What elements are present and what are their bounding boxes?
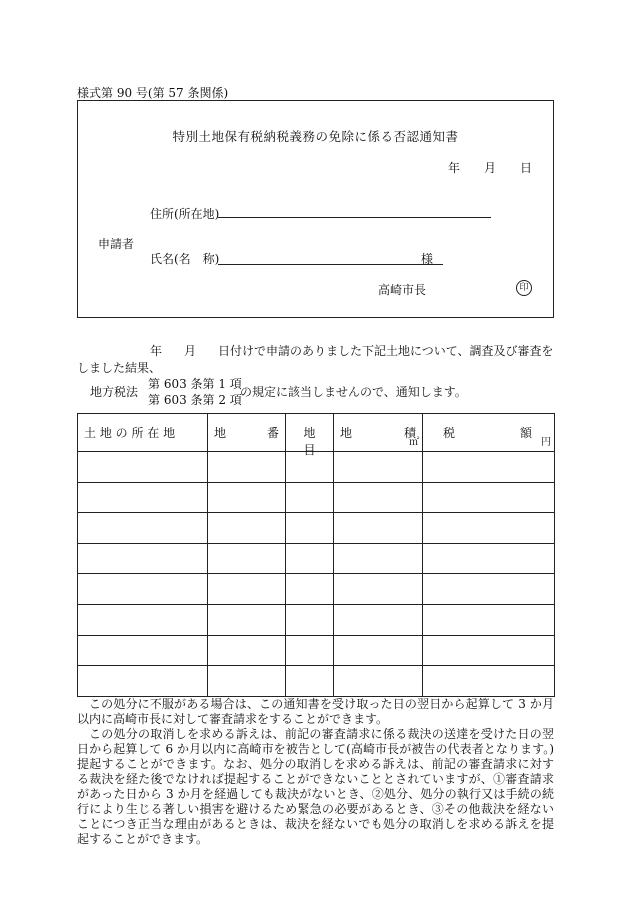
col-location-label: 土 地 の 所 在 地 xyxy=(84,426,176,440)
table-row xyxy=(78,604,555,635)
cell-location[interactable] xyxy=(78,635,208,666)
date-year: 年 xyxy=(448,161,461,175)
law-name: 地方税法 xyxy=(90,385,139,399)
name-label: 氏名(名 称) xyxy=(150,252,220,266)
col-category-label: 地 目 xyxy=(303,426,328,457)
cell-tax[interactable] xyxy=(423,604,555,635)
cell-lot[interactable] xyxy=(208,513,286,544)
col-tax-label-right: 額 xyxy=(519,426,532,440)
applicant-label: 申請者 xyxy=(98,237,135,251)
document-title: 特別土地保有税納税義務の免除に係る否認通知書 xyxy=(172,129,459,144)
cell-area[interactable] xyxy=(334,574,423,605)
col-area-label-left: 地 xyxy=(340,426,353,440)
table-header-row xyxy=(78,414,555,452)
cell-lot[interactable] xyxy=(208,666,286,697)
notice-header-box xyxy=(77,100,554,318)
col-lot-label-left: 地 xyxy=(214,426,227,440)
cell-lot[interactable] xyxy=(208,452,286,483)
cell-lot[interactable] xyxy=(208,543,286,574)
cell-tax[interactable] xyxy=(423,666,555,697)
cell-category[interactable] xyxy=(286,543,334,574)
cell-location[interactable] xyxy=(78,452,208,483)
table-row xyxy=(78,543,555,574)
body-line3: の規定に該当しませんので、通知します。 xyxy=(240,385,467,399)
cell-area[interactable] xyxy=(334,604,423,635)
col-land-category xyxy=(286,414,334,457)
cell-lot[interactable] xyxy=(208,482,286,513)
cell-area[interactable] xyxy=(334,452,423,483)
col-tax-amount xyxy=(423,414,555,452)
body-line1: 日付けで申請のありました下記土地について、調査及び審査を xyxy=(218,344,554,358)
appeal-notice xyxy=(77,697,554,847)
body-month: 月 xyxy=(184,344,197,358)
address-field[interactable] xyxy=(218,204,491,218)
table-row xyxy=(78,666,555,697)
cell-location[interactable] xyxy=(78,543,208,574)
cell-lot[interactable] xyxy=(208,635,286,666)
cell-location[interactable] xyxy=(78,666,208,697)
body-year: 年 xyxy=(150,344,163,358)
land-table xyxy=(77,413,555,697)
table-row xyxy=(78,574,555,605)
cell-location[interactable] xyxy=(78,513,208,544)
col-lot-label-right: 番 xyxy=(266,426,279,440)
address-label: 住所(所在地) xyxy=(150,207,220,221)
issuer-name: 高崎市長 xyxy=(378,283,427,297)
table-row xyxy=(78,635,555,666)
cell-location[interactable] xyxy=(78,574,208,605)
cell-area[interactable] xyxy=(334,513,423,544)
cell-lot[interactable] xyxy=(208,604,286,635)
law-clause-2: 第 603 条第 2 項 xyxy=(148,393,242,407)
cell-category[interactable] xyxy=(286,604,334,635)
col-lot-number xyxy=(208,414,286,452)
col-area xyxy=(334,414,423,452)
name-field[interactable] xyxy=(218,251,443,265)
date-day: 日 xyxy=(520,161,533,175)
cell-lot[interactable] xyxy=(208,574,286,605)
cell-area[interactable] xyxy=(334,482,423,513)
cell-tax[interactable] xyxy=(423,635,555,666)
cell-category[interactable] xyxy=(286,513,334,544)
date-month: 月 xyxy=(484,161,497,175)
cell-tax[interactable] xyxy=(423,452,555,483)
law-clause-1: 第 603 条第 1 項 xyxy=(148,377,242,391)
col-tax-label-left: 税 xyxy=(443,426,456,440)
notice-paragraph-2: この処分の取消しを求める訴えは、前記の審査請求に係る裁決の送達を受けた日の翌日から起算して 6 か月以内に高崎市を被告として(高崎市長が被告の代表者となります。)提起することができます。なお、処分の取消しを求める訴えは、前記の審査請求に対する裁決を経た後でなければ提起することができないこととされていますが、①審査請求があった日から 3 か月を経過しても裁決がないとき、②処分、処分の執行又は手続の続行により生じる著しい損害を避けるため緊急の必要があるとき、③その他裁決を経ないことにつき正当な理由があるときは、裁決を経ないでも処分の取消しを求める訴えを提起することができます。 xyxy=(77,727,554,846)
cell-location[interactable] xyxy=(78,604,208,635)
cell-tax[interactable] xyxy=(423,574,555,605)
body-line2: しました結果、 xyxy=(77,361,162,375)
seal-icon: 印 xyxy=(516,280,532,296)
cell-tax[interactable] xyxy=(423,513,555,544)
cell-location[interactable] xyxy=(78,482,208,513)
table-row xyxy=(78,513,555,544)
cell-category[interactable] xyxy=(286,482,334,513)
cell-area[interactable] xyxy=(334,543,423,574)
table-row xyxy=(78,482,555,513)
cell-category[interactable] xyxy=(286,635,334,666)
honorific: 様 xyxy=(421,252,434,266)
notice-paragraph-1: この処分に不服がある場合は、この通知書を受け取った日の翌日から起算して 3 か月以内に高崎市長に対して審査請求をすることができます。 xyxy=(77,697,554,726)
cell-area[interactable] xyxy=(334,635,423,666)
cell-tax[interactable] xyxy=(423,482,555,513)
cell-category[interactable] xyxy=(286,574,334,605)
cell-tax[interactable] xyxy=(423,543,555,574)
col-location xyxy=(78,414,208,452)
cell-area[interactable] xyxy=(334,666,423,697)
tax-unit: 円 xyxy=(541,437,551,448)
col-area-label-right: 積 xyxy=(403,426,416,440)
area-unit: ㎡ xyxy=(409,437,419,448)
form-number: 様式第 90 号(第 57 条関係) xyxy=(77,86,229,100)
cell-category[interactable] xyxy=(286,666,334,697)
